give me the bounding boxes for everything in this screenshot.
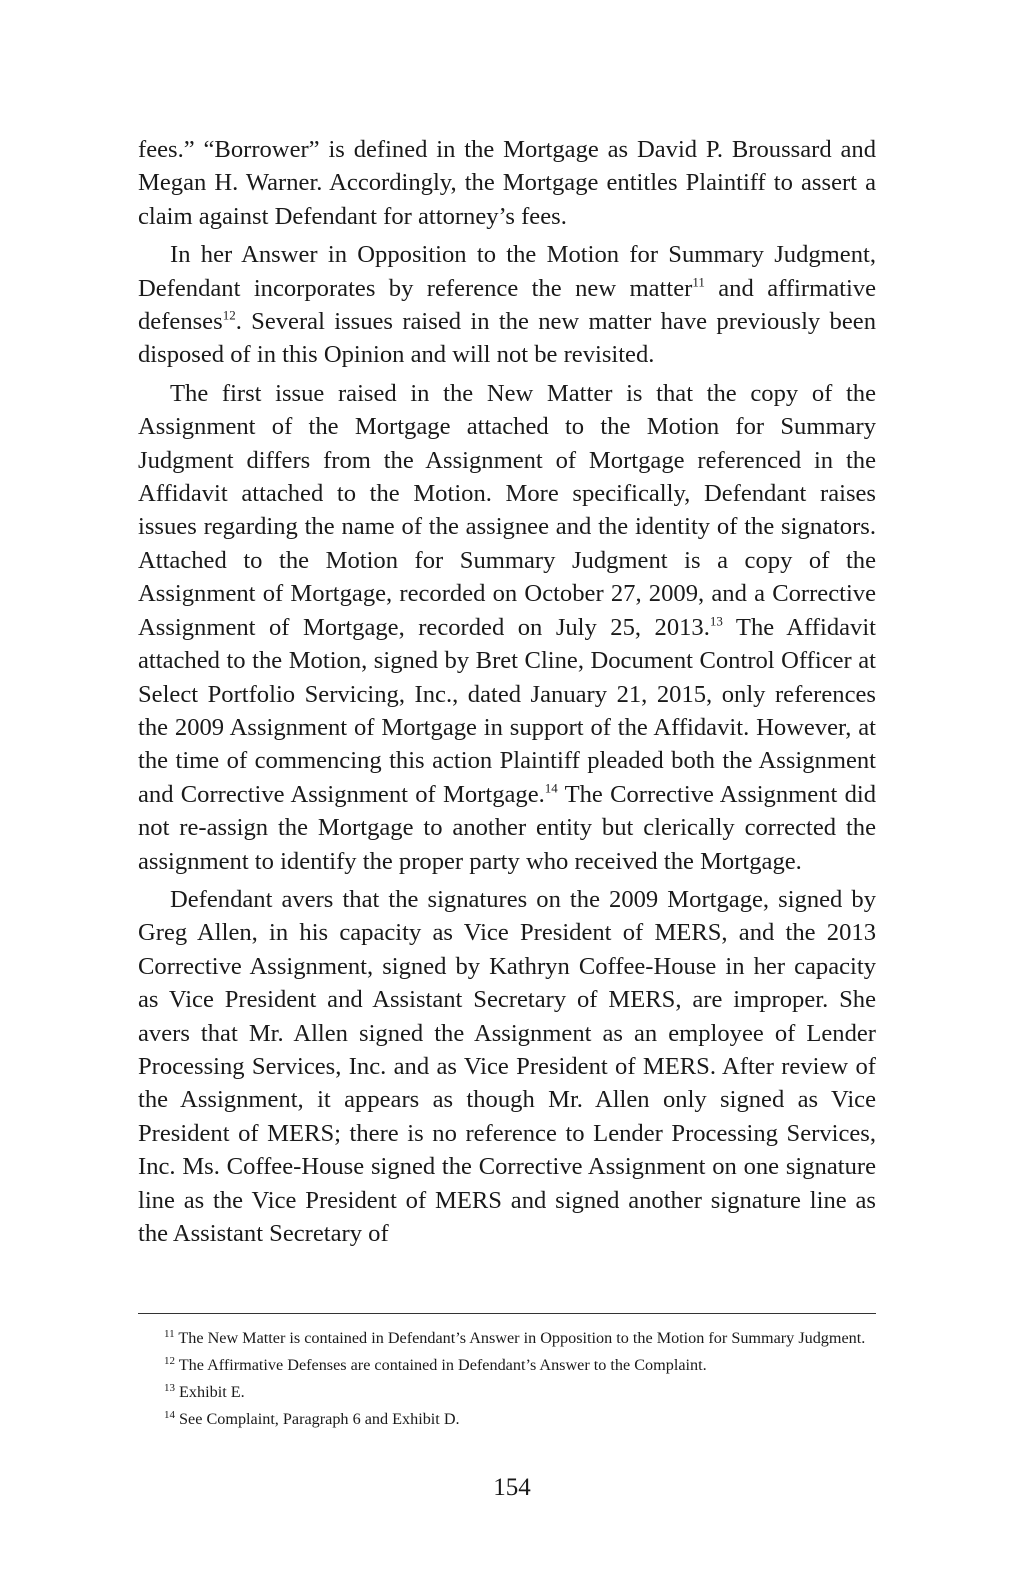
footnote-text: The Affirmative Defenses are contained in Defendant’s Answer to the Complaint. [178, 1356, 707, 1374]
footnote-text: The New Matter is contained in Defendant’s Answer in Opposition to the Motion for Summary Judgment. [178, 1329, 866, 1347]
footnote-number: 12 [164, 1354, 175, 1367]
footnote-text: See Complaint, Paragraph 6 and Exhibit D. [179, 1410, 460, 1428]
body-paragraph [138, 238, 876, 372]
paragraph-text: The first issue raised in the New Matter is that the copy of the Assignment of the Mortgage attached to the Motion for Summary Judgment differs from the Assignment of Mortgage referenced in the Affidavit attached to the Motion. More specifically, Defendant raises issues regarding the name of the assignee and the identity of the signators. Attached to the Motion for Summary Judgment is a copy of the Assignment of Mortgage, recorded on October 27, 2009, and a Corrective Assignment of Mortgage, recorded on July 25, 2013. [138, 379, 876, 641]
footnote-number: 13 [164, 1381, 175, 1394]
body-paragraph [138, 377, 876, 878]
page-body [138, 133, 876, 1250]
body-text [138, 133, 876, 1250]
footnote-reference: 14 [544, 779, 558, 795]
footnote [138, 1406, 876, 1433]
paragraph-text: The Corrective Assignment did not re-assign the Mortgage to another entity but clerically corrected the assignment to identify the proper party who received the Mortgage. [138, 780, 877, 875]
body-paragraph [138, 883, 876, 1250]
page-number: 154 [493, 1474, 531, 1501]
paragraph-text: Defendant avers that the signatures on the 2009 Mortgage, signed by Greg Allen, in his capacity as Vice President of MERS, and the 2013 Corrective Assignment, signed by Kathryn Coffee-House in her capacity as Vice President and Assistant Secretary of MERS, are improper. She avers that Mr. Allen signed the Assignment as an employee of Lender Processing Services, Inc. and as Vice President of MERS. After review of the Assignment, it appears as though Mr. Allen only signed as Vice President of MERS; there is no reference to Lender Processing Services, Inc. Ms. Coffee-House signed the Corrective Assignment on one signature line as the Vice President of MERS and signed another signature line as the Assistant Secretary of [138, 885, 876, 1247]
footnotes-section [138, 1325, 876, 1433]
footnote-reference: 13 [709, 612, 723, 628]
paragraph-text: and affirmative defenses [138, 274, 876, 336]
body-paragraph [138, 133, 876, 233]
footnote-reference: 11 [692, 273, 705, 289]
paragraph-text: The Affidavit attached to the Motion, signed by Bret Cline, Document Control Officer at Select Portfolio Servicing, Inc., dated January 21, 2015, only references the 2009 Assignment of Mortgage in support of the Affidavit. However, at the time of commencing this action Plaintiff pleaded both the Assignment and Corrective Assignment of Mortgage. [138, 613, 876, 808]
paragraph-text: fees.” “Borrower” is defined in the Mortgage as David P. Broussard and Megan H. Warner. Accordingly, the Mortgage entitles Plaintiff to assert a claim against Defendant for attorney’s fees. [138, 136, 876, 230]
footnote [138, 1325, 876, 1352]
footnote-number: 14 [164, 1408, 175, 1421]
footnote-divider [138, 1313, 876, 1314]
paragraph-text: In her Answer in Opposition to the Motion for Summary Judgment, Defendant incorporates by reference the new matter [138, 241, 876, 302]
footnote-reference: 12 [222, 307, 236, 323]
footnote [138, 1379, 876, 1406]
paragraph-text: . Several issues raised in the new matter have previously been disposed of in this Opinion and will not be revisited. [138, 308, 876, 369]
footnote-text: Exhibit E. [179, 1383, 245, 1401]
footnote-number: 11 [164, 1327, 175, 1340]
footnote [138, 1352, 876, 1379]
